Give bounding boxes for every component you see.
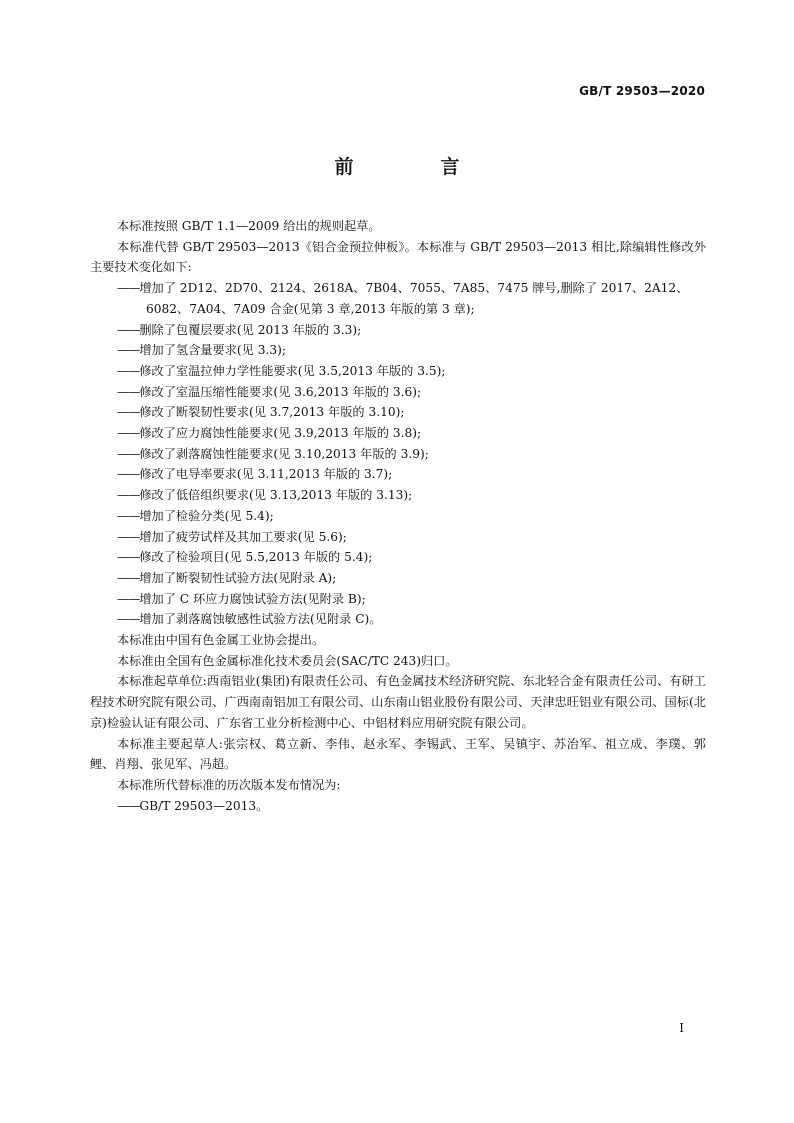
paragraph: 本标准所代替标准的历次版本发布情况为: xyxy=(117,777,341,792)
dash-marker: —— xyxy=(117,570,140,585)
dash-marker: —— xyxy=(117,508,140,523)
list-item xyxy=(90,609,706,630)
list-item xyxy=(90,796,706,817)
list-item-text: 修改了室温压缩性能要求(见 3.6,2013 年版的 3.6); xyxy=(139,384,422,399)
list-item xyxy=(90,589,706,610)
dash-marker: —— xyxy=(117,529,140,544)
list-item-text: 增加了 C 环应力腐蚀试验方法(见附录 B); xyxy=(139,591,366,606)
dash-marker: —— xyxy=(117,467,140,482)
list-item-text: 增加了断裂韧性试验方法(见附录 A); xyxy=(139,570,337,585)
paragraph: 本标准主要起草人:张宗权、葛立新、李伟、赵永军、李锡武、王军、吴镇宇、苏治军、祖立成、李璞、郭鲤、肖翔、张见军、冯超。 xyxy=(90,736,706,772)
dash-marker: —— xyxy=(117,343,140,358)
list-item-text: GB/T 29503—2013。 xyxy=(139,798,269,813)
list-item xyxy=(90,423,706,444)
paragraph: 本标准代替 GB/T 29503—2013《铝合金预拉伸板》。本标准与 GB/T 29503—2013 相比,除编辑性修改外主要技术变化如下: xyxy=(90,239,706,275)
list-item-text: 删除了包覆层要求(见 2013 年版的 3.3); xyxy=(139,322,362,337)
list-item xyxy=(90,547,706,568)
list-item xyxy=(90,278,706,319)
list-item-text: 增加了疲劳试样及其加工要求(见 5.6); xyxy=(139,529,347,544)
paragraph: 本标准按照 GB/T 1.1—2009 给出的规则起草。 xyxy=(117,219,381,233)
list-item xyxy=(90,402,706,423)
page-number: I xyxy=(679,1021,684,1035)
dash-marker: —— xyxy=(117,426,140,441)
list-item-text: 增加了氢含量要求(见 3.3); xyxy=(139,343,286,358)
paragraph: 本标准起草单位:西南铝业(集团)有限责任公司、有色金属技术经济研究院、东北轻合金有限责任公司、有研工程技术研究院有限公司、广西南南铝加工有限公司、山东南山铝业股份有限公司、天津忠旺铝业有限公司、国标(北京)检验认证有限公司、广东省工业分析检测中心、中铝材料应用研究院有限公司。 xyxy=(90,674,706,730)
dash-marker: —— xyxy=(117,798,140,813)
paragraph: 本标准由全国有色金属标准化技术委员会(SAC/TC 243)归口。 xyxy=(117,653,458,668)
dash-marker: —— xyxy=(117,384,140,399)
list-item xyxy=(90,382,706,403)
list-item xyxy=(90,340,706,361)
dash-marker: —— xyxy=(117,550,140,565)
list-item-text: 增加了检验分类(见 5.4); xyxy=(139,508,274,523)
list-item xyxy=(90,320,706,341)
standard-number: GB/T 29503—2020 xyxy=(579,84,705,98)
page-title: 前 言 xyxy=(334,156,494,178)
dash-marker: —— xyxy=(117,612,140,627)
dash-marker: —— xyxy=(117,591,140,606)
dash-marker: —— xyxy=(117,405,140,420)
history-list xyxy=(90,796,706,817)
list-item-text: 增加了 2D12、2D70、2124、2618A、7B04、7055、7A85、7475 牌号,删除了 2017、2A12、6082、7A04、7A09 合金(见第 3 章,2013 年版的第 3 章); xyxy=(139,281,689,316)
changes-list xyxy=(90,278,706,630)
list-item xyxy=(90,506,706,527)
list-item-text: 修改了电导率要求(见 3.11,2013 年版的 3.7); xyxy=(139,467,393,482)
list-item xyxy=(90,464,706,485)
list-item xyxy=(90,527,706,548)
list-item xyxy=(90,361,706,382)
dash-marker: —— xyxy=(117,488,140,503)
dash-marker: —— xyxy=(117,446,140,461)
dash-marker: —— xyxy=(117,363,140,378)
paragraph: 本标准由中国有色金属工业协会提出。 xyxy=(117,633,325,648)
list-item xyxy=(90,568,706,589)
dash-marker: —— xyxy=(117,281,140,296)
list-item-text: 修改了低倍组织要求(见 3.13,2013 年版的 3.13); xyxy=(139,488,413,503)
list-item-text: 修改了室温拉伸力学性能要求(见 3.5,2013 年版的 3.5); xyxy=(139,363,446,378)
list-item-text: 修改了剥落腐蚀性能要求(见 3.10,2013 年版的 3.9); xyxy=(139,446,429,461)
list-item-text: 修改了断裂韧性要求(见 3.7,2013 年版的 3.10); xyxy=(139,405,405,420)
list-item-text: 修改了检验项目(见 5.5,2013 年版的 5.4); xyxy=(139,550,373,565)
list-item-text: 修改了应力腐蚀性能要求(见 3.9,2013 年版的 3.8); xyxy=(139,426,422,441)
list-item-text: 增加了剥落腐蚀敏感性试验方法(见附录 C)。 xyxy=(139,612,382,627)
list-item xyxy=(90,485,706,506)
dash-marker: —— xyxy=(117,322,140,337)
list-item xyxy=(90,444,706,465)
document-body xyxy=(90,216,706,816)
